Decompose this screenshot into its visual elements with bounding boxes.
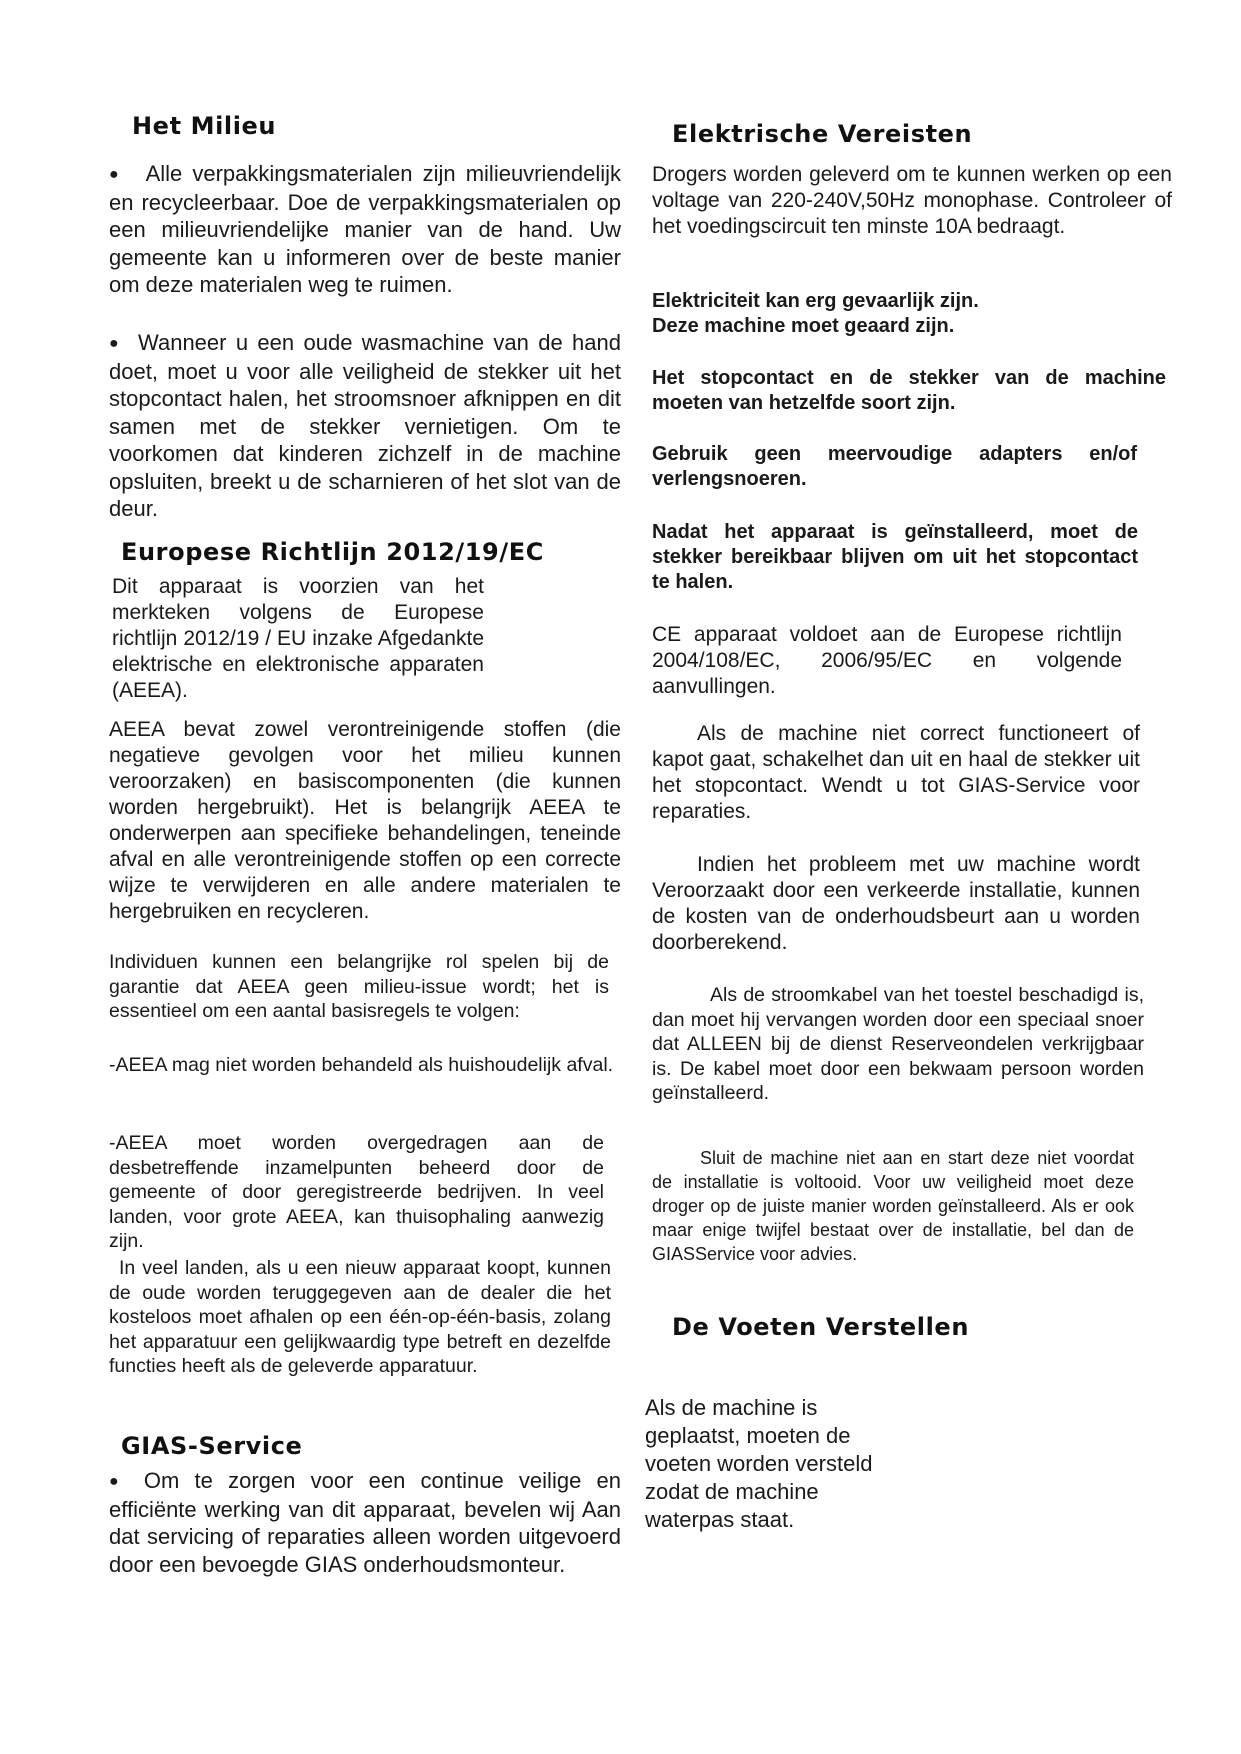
richtlijn-paragraph-4: -AEEA mag niet worden behandeld als huishoudelijk afval. [109,1054,614,1076]
heading-europese-richtlijn: Europese Richtlijn 2012/19/EC [121,538,544,566]
voeten-paragraph-1: Als de machine is geplaatst, moeten de voeten worden versteld zodat de machine waterpas staat. [645,1395,873,1532]
elektrisch-paragraph-2: CE apparaat voldoet aan de Europese richtlijn 2004/108/EC, 2006/95/EC en volgende aanvullingen. [652,623,1122,698]
heading-het-milieu: Het Milieu [132,112,277,140]
milieu-paragraph-2: Wanneer u een oude wasmachine van de hand doet, moet u voor alle veiligheid de stekker uit het stopcontact halen, het stroomsnoer afknippen en dit samen met de stekker vernietigen. Om te voorkomen dat kinderen zichzelf in de machine opsluiten, breekt u de scharnieren of het slot van de deur. [109,330,621,521]
elektrisch-warning-1a: Elektriciteit kan erg gevaarlijk zijn. [652,290,979,312]
elektrisch-warning-1b: Deze machine moet geaard zijn. [652,315,955,337]
elektrisch-paragraph-3: Als de machine niet correct functioneert of kapot gaat, schakelhet dan uit en haal de stekker uit het stopcontact. Wendt u tot GIAS-Service voor reparaties. [652,722,1140,823]
elektrisch-paragraph-4: Indien het probleem met uw machine wordt Veroorzaakt door een verkeerde installatie, kunnen de kosten van de onderhoudsbeurt aan u worden doorberekend. [652,853,1140,954]
heading-gias-service: GIAS-Service [121,1432,303,1460]
richtlijn-paragraph-6: In veel landen, als u een nieuw apparaat koopt, kunnen de oude worden teruggegeven aan de dealer die het kosteloos moet afhalen op een één-op-één-basis, zolang het apparatuur een gelijkwaardig type betreft en dezelfde functies heeft als de geleverde apparatuur. [109,1257,611,1377]
milieu-paragraph-1: Alle verpakkingsmaterialen zijn milieuvriendelijk en recycleerbaar. Doe de verpakkingsmaterialen op een milieuvriendelijke manier van de hand. Uw gemeente kan u informeren over de beste manier om deze materialen weg te ruimen. [109,161,621,297]
elektrisch-warning-2: Het stopcontact en de stekker van de machine moeten van hetzelfde soort zijn. [652,367,1166,414]
richtlijn-paragraph-3: Individuen kunnen een belangrijke rol spelen bij de garantie dat AEEA geen milieu-issue wordt; het is essentieel om een aantal basisregels te volgen: [109,951,609,1022]
heading-elektrische-vereisten: Elektrische Vereisten [672,120,973,148]
elektrisch-paragraph-5: Als de stroomkabel van het toestel beschadigd is, dan moet hij vervangen worden door een speciaal snoer dat ALLEEN bij de dienst Reserveondelen verkrijgbaar is. De kabel moet door een bekwaam persoon worden geïnstalleerd. [652,984,1144,1104]
elektrisch-paragraph-6: Sluit de machine niet aan en start deze niet voordat de installatie is voltooid. Voor uw veiligheid moet deze droger op de juiste manier worden geïnstalleerd. Als er ook maar enige twijfel bestaat over de installatie, bel dan de GIASService voor advies. [652,1148,1134,1264]
richtlijn-paragraph-2: AEEA bevat zowel verontreinigende stoffen (die negatieve gevolgen voor het milieu kunnen veroorzaken) en basiscomponenten (die kunnen worden hergebruikt). Het is belangrijk AEEA te onderwerpen aan specifieke behandelingen, teneinde afval en alle verontreinigende stoffen op een correcte wijze te verwijderen en alle andere materialen te hergebruiken en recycleren. [109,718,621,923]
elektrisch-paragraph-1: Drogers worden geleverd om te kunnen werken op een voltage van 220-240V,50Hz monophase. Controleer of het voedingscircuit ten minste 10A bedraagt. [652,163,1172,238]
elektrisch-warning-3: Gebruik geen meervoudige adapters en/of verlengsnoeren. [652,443,1137,490]
service-paragraph-1: Om te zorgen voor een continue veilige en efficiënte werking van dit apparaat, bevelen wij Aan dat servicing of reparaties alleen worden uitgevoerd door een bevoegde GIAS onderhoudsmonteur. [109,1468,621,1577]
heading-de-voeten-verstellen: De Voeten Verstellen [672,1313,969,1341]
richtlijn-paragraph-5: -AEEA moet worden overgedragen aan de desbetreffende inzamelpunten beheerd door de gemeente of door geregistreerde bedrijven. In veel landen, voor grote AEEA, kan thuisophaling aanwezig zijn. [109,1132,604,1252]
elektrisch-warning-4: Nadat het apparaat is geïnstalleerd, moet de stekker bereikbaar blijven om uit het stopcontact te halen. [652,521,1138,593]
richtlijn-paragraph-1: Dit apparaat is voorzien van het merkteken volgens de Europese richtlijn 2012/19 / EU inzake Afgedankte elektrische en elektronische apparaten (AEEA). [112,575,484,702]
